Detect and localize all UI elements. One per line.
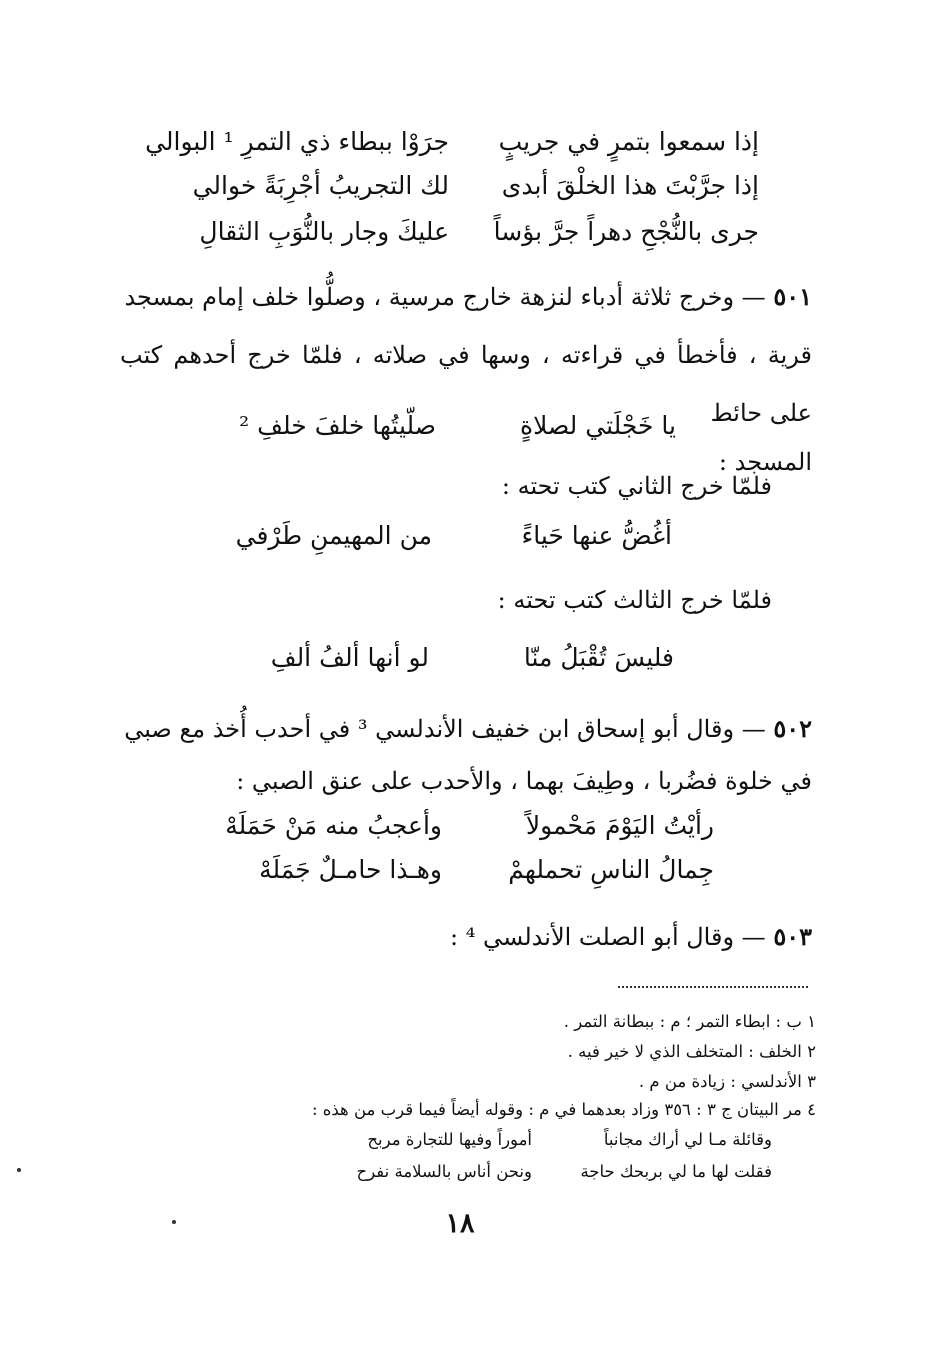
hemistich-left: ونحن أناس بالسلامة نفرح [356, 1162, 532, 1181]
hemistich-right: رأيْتُ اليَوْمَ مَحْمولاً [525, 811, 714, 840]
footnote-separator [618, 986, 808, 988]
verse-501-first [239, 412, 676, 440]
paragraph-line: ٥٠٢ — وقال أبو إسحاق ابن خفيف الأندلسي ³ في أحدب أُخذ مع صبي [124, 714, 812, 743]
hemistich-left: صلّيتُها خلفَ خلفِ ² [239, 411, 436, 440]
footnote-1: ١ ب : ابطاء التمر ؛ م : ببطانة التمر . [563, 1012, 816, 1031]
paragraph-503: ٥٠٣ — وقال أبو الصلت الأندلسي ⁴ : [449, 922, 812, 951]
footnote-verse-2 [357, 1162, 772, 1182]
paragraph-502 [120, 700, 812, 804]
hemistich-right: أغُضُّ عنها حَياءً [521, 521, 672, 550]
hemistich-right: جرى بالنُّجْحِ دهراً جرَّ بؤساً [493, 217, 759, 246]
paragraph-line: ٥٠١ — وخرج ثلاثة أدباء لنزهة خارج مرسية ، وصلُّوا خلف إمام بمسجد [124, 282, 812, 311]
hemistich-left: عليكَ وجار بالنُّوَبِ الثقالِ [199, 217, 449, 246]
paragraph-line: في خلوة فضُربا ، وطِيفَ بهما ، والأحدب على عنق الصبي : [236, 767, 812, 795]
hemistich-right: إذا سمعوا بتمرٍ في جريبٍ [498, 127, 759, 156]
verse-501-third [271, 644, 674, 672]
entry-number: ٥٠١ [773, 282, 812, 311]
entry-number: ٥٠٢ [773, 714, 812, 743]
text-line: فلمّا خرج الثاني كتب تحته : [501, 472, 772, 500]
hemistich-left: لو أنها ألفُ ألفِ [270, 643, 429, 672]
hemistich-left: أموراً وفيها للتجارة مربح [367, 1130, 532, 1149]
poem502-verse-2 [259, 856, 714, 884]
poem502-verse-1 [225, 812, 714, 840]
entry-number: ٥٠٣ [773, 922, 812, 951]
paragraph-line: قرية ، فأخطأ في قراءته ، وسها في صلاته ، فلمّا خرج أحدهم كتب على حائط [120, 341, 812, 427]
page-number: ١٨ [445, 1208, 475, 1239]
hemistich-left: من المهيمنِ طَرْفي [235, 521, 432, 550]
hemistich-left: وأعجبُ منه مَنْ حَمَلَهْ [225, 811, 442, 840]
hemistich-right: فقلت لها ما لي بربحك حاجة [580, 1162, 772, 1181]
hemistich-right: وقائلة مـا لي أراك مجانباً [603, 1130, 772, 1149]
footnote-4: ٤ مر البيتان ج ٣ : ٣٥٦ وزاد بعدهما في م : وقوله أيضاً فيما قرب من هذه : [311, 1100, 816, 1119]
poem1-verse-2 [193, 172, 759, 200]
hemistich-right: فليسَ تُقْبَلُ منّا [523, 643, 674, 672]
text-line: فلمّا خرج الثالث كتب تحته : [497, 586, 772, 614]
footnote-3: ٣ الأندلسي : زيادة من م . [638, 1072, 816, 1091]
paragraph-501 [120, 268, 812, 482]
hemistich-right: جِمالُ الناسِ تحملهمْ [508, 855, 714, 884]
hemistich-right: يا خَجْلَتي لصلاةٍ [519, 411, 676, 440]
hemistich-right: إذا جرَّبْتَ هذا الخلْقَ أبدى [501, 171, 759, 200]
hemistich-left: جرَوْا ببطاء ذي التمرِ ¹ البوالي [145, 127, 449, 156]
verse-501-second [236, 522, 672, 550]
scan-speck [172, 1220, 176, 1224]
poem1-verse-1 [145, 128, 759, 156]
poem1-verse-3 [199, 218, 759, 246]
paragraph-line: المسجد : [718, 448, 812, 476]
hemistich-left: وهـذا حامـلٌ جَمَلَهْ [259, 855, 442, 884]
footnote-2: ٢ الخلف : المتخلف الذي لا خير فيه . [567, 1042, 816, 1061]
footnote-verse-1 [367, 1130, 772, 1150]
scan-speck [17, 1168, 21, 1172]
hemistich-left: لك التجريبُ أجْرِبَةً خوالي [192, 171, 449, 200]
